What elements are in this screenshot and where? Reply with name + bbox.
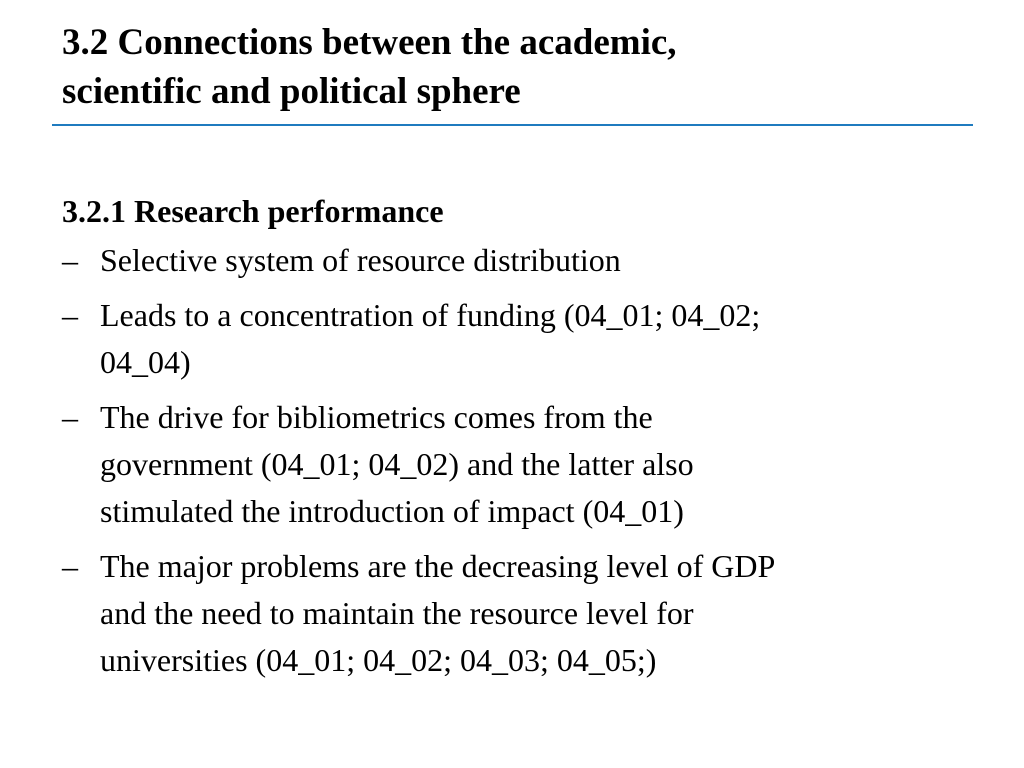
- page-title: [62, 18, 962, 116]
- dash-icon: –: [62, 548, 78, 584]
- section-subheading: 3.2.1 Research performance: [62, 193, 444, 229]
- bullet-3-line-1: The drive for bibliometrics comes from the: [100, 399, 653, 435]
- bullet-list: [62, 237, 962, 684]
- bullet-item-3: [62, 394, 962, 535]
- title-line-2: scientific and political sphere: [62, 71, 521, 112]
- bullet-1-line-1: Selective system of resource distribution: [100, 242, 621, 278]
- bullet-4-line-1: The major problems are the decreasing level of GDP: [100, 548, 776, 584]
- bullet-4-line-3: universities (04_01; 04_02; 04_03; 04_05;): [100, 642, 657, 678]
- bullet-item-4: [62, 543, 962, 684]
- dash-icon: –: [62, 297, 78, 333]
- title-line-1: 3.2 Connections between the academic,: [62, 22, 677, 63]
- bullet-4-line-2: and the need to maintain the resource level for: [100, 595, 694, 631]
- bullet-2-line-1: Leads to a concentration of funding (04_01; 04_02;: [100, 297, 761, 333]
- content-section: [62, 188, 962, 692]
- bullet-2-line-2: 04_04): [100, 344, 191, 380]
- bullet-item-2: [62, 292, 962, 386]
- title-divider: [52, 124, 973, 126]
- bullet-3-line-3: stimulated the introduction of impact (04_01): [100, 493, 684, 529]
- dash-icon: –: [62, 399, 78, 435]
- bullet-3-line-2: government (04_01; 04_02) and the latter also: [100, 446, 694, 482]
- dash-icon: –: [62, 242, 78, 278]
- bullet-item-1: [62, 237, 962, 284]
